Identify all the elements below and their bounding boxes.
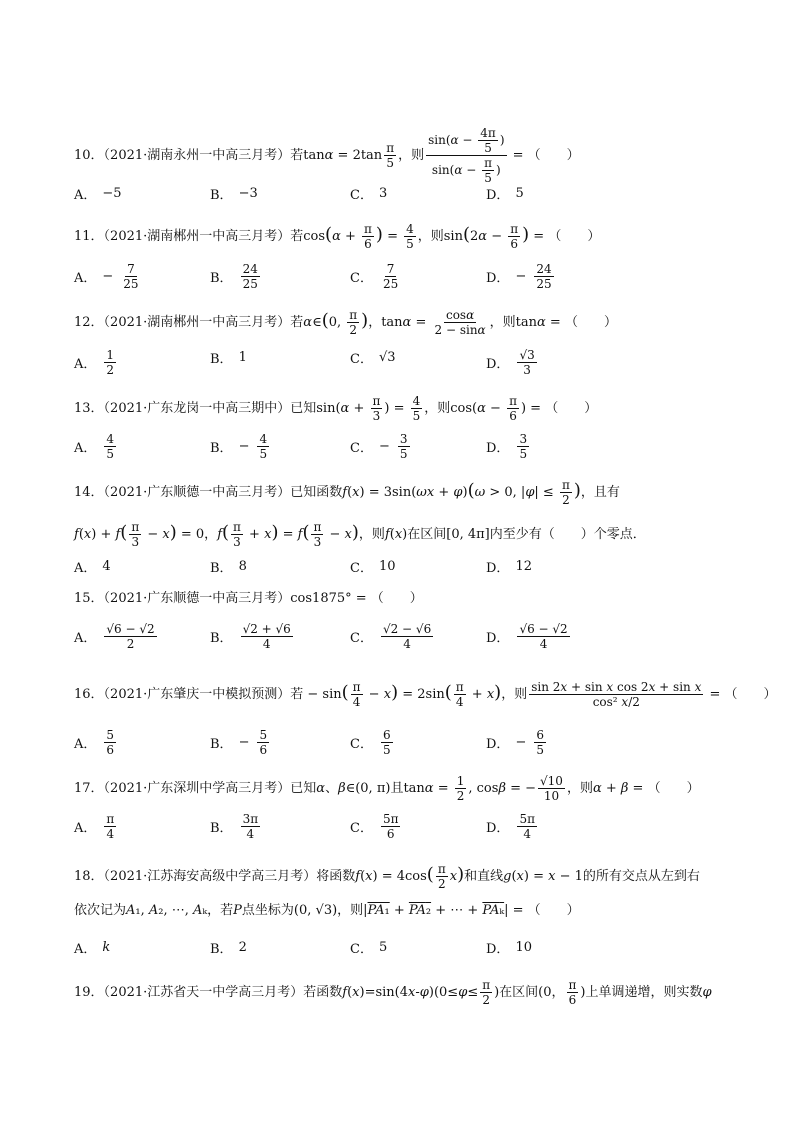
question-12-options: A． $\frac{1}{2}$ B． 1 C． √3 D． $\frac{√3}{3}$ [74, 348, 535, 377]
question-number: 17． [74, 781, 104, 796]
question-number: 13． [74, 401, 104, 416]
question-source: （2021·湖南郴州一中高三月考） [103, 315, 291, 330]
question-source: （2021·湖南郴州一中高三月考） [103, 229, 291, 244]
option-c: 3 [378, 186, 388, 201]
question-10: 10．（2021·湖南永州一中高三月考）若tanα = 2tan $\frac{\pi}{5}$ ，则 sin(α − $\frac{4\pi}{5}$ ) sin(α − $\frac{\pi}{5}$ ) = （ ） [74, 126, 580, 185]
question-source: （2021·广东顺德一中高三月考） [103, 485, 291, 500]
question-number: 15． [74, 591, 104, 606]
question-14-options: A． 4 B． 8 C． 10 D． 12 [74, 559, 532, 576]
question-number: 10． [74, 148, 104, 163]
question-16: 16．（2021·广东肇庆一中模拟预测）若 − sin( $\frac{\pi}{4}$ − x) = 2sin( $\frac{\pi}{4}$ + x)，则 $\frac{\text{sin 2x + sin x cos 2x + sin x}}{\text{cos² x/2}}$ = （ ） [74, 680, 777, 709]
question-source: （2021·湖南永州一中高三月考） [103, 148, 291, 163]
question-19: 19．（2021·江苏省天一中学高三月考）若函数f(x)=sin(4x-φ)(0≤φ≤ $\frac{\pi}{2}$ )在区间(0， $\frac{\pi}{6}$ )上单调递增，则实数φ [74, 978, 712, 1007]
question-16-options: A． $\frac{5}{6}$ B． − $\frac{5}{6}$ C． $\frac{6}{5}$ D． − $\frac{6}{5}$ [74, 728, 544, 757]
question-13-options: A． $\frac{4}{5}$ B． − $\frac{4}{5}$ C． − $\frac{3}{5}$ D． $\frac{3}{5}$ [74, 432, 528, 461]
question-number: 18． [74, 869, 104, 884]
question-18-options: A． k B． 2 C． 5 D． 10 [74, 940, 532, 957]
question-source: （2021·广东深圳中学高三月考） [103, 781, 291, 796]
question-source: （2021·江苏省天一中学高三月考） [103, 985, 304, 1000]
question-source: （2021·广东顺德一中高三月考） [103, 591, 291, 606]
question-15 [74, 590, 423, 608]
question-source: （2021·广东肇庆一中模拟预测） [103, 687, 291, 702]
question-stem: cos1875° = （ ） [290, 591, 423, 606]
question-number: 14． [74, 485, 104, 500]
question-number: 16． [74, 687, 104, 702]
question-13: 13．（2021·广东龙岗一中高三期中）已知sin(α + $\frac{\pi}{3}$ ) = $\frac{4}{5}$ ，则cos(α − $\frac{\pi}{6}$ ) = （ ） [74, 394, 598, 423]
question-source: （2021·江苏海安高级中学高三月考） [103, 869, 317, 884]
option-a: −5 [102, 186, 122, 201]
question-17: 17．（2021·广东深圳中学高三月考）已知α、β∈(0, π)且tanα = $\frac{1}{2}$ , cosβ = − $\frac{√10}{10}$ ，则α + β = （ ） [74, 774, 700, 803]
option-d: 5 [515, 186, 524, 201]
question-11: 11．（2021·湖南郴州一中高三月考）若cos(α + $\frac{\pi}{6}$ ) = $\frac{4}{5}$ ，则sin(2α − $\frac{\pi}{6}$ ) = （ ） [74, 222, 601, 251]
question-source: （2021·广东龙岗一中高三期中） [103, 401, 291, 416]
question-15-options: A． $\frac{√6 - √2}{2}$ B． $\frac{√2 + √6}{4}$ C． $\frac{√2 - √6}{4}$ D． $\frac{√6 - √2}{4}$ [74, 622, 568, 651]
question-14: 14．（2021·广东顺德一中高三月考）已知函数f(x) = 3sin(ωx + φ)(ω > 0, |φ| ≤ $\frac{\pi}{2}$ )，且有 [74, 478, 620, 507]
question-number: 11． [74, 229, 104, 244]
question-18-line2: 依次记为A₁, A₂, ⋯, Aₖ，若P点坐标为(0, √3)，则|PA₁ + PA₂ + ⋯ + PAₖ| = （ ） [74, 903, 580, 918]
question-number: 12． [74, 315, 104, 330]
question-17-options: A． $\frac{\pi}{4}$ B． $\frac{3\pi}{4}$ C． $\frac{5\pi}{6}$ D． $\frac{5\pi}{4}$ [74, 812, 535, 841]
question-12: 12．（2021·湖南郴州一中高三月考）若α∈(0, $\frac{\pi}{2}$ )，tanα = $\frac{\cos\alpha}{2 - \sin\alpha}$ ，则tanα = （ ） [74, 308, 617, 337]
question-number: 19． [74, 985, 104, 1000]
option-b: −3 [238, 186, 258, 201]
question-11-options: A． − $\frac{7}{25}$ B． $\frac{24}{25}$ C． $\frac{7}{25}$ D． − $\frac{24}{25}$ [74, 262, 552, 291]
question-10-options: A． −5 B． −3 C． 3 D． 5 [74, 186, 524, 203]
question-18: 18．（2021·江苏海安高级中学高三月考）将函数f(x) = 4cos( $\frac{\pi}{2}$ x)和直线g(x) = x − 1的所有交点从左到右 [74, 862, 700, 891]
question-14-line2: f(x) + f( $\frac{\pi}{3}$ − x) = 0，f( $\frac{\pi}{3}$ + x) = f( $\frac{\pi}{3}$ − x)，则f(x)在区间[0, 4π]内至少有（ ）个零点． [74, 520, 646, 549]
